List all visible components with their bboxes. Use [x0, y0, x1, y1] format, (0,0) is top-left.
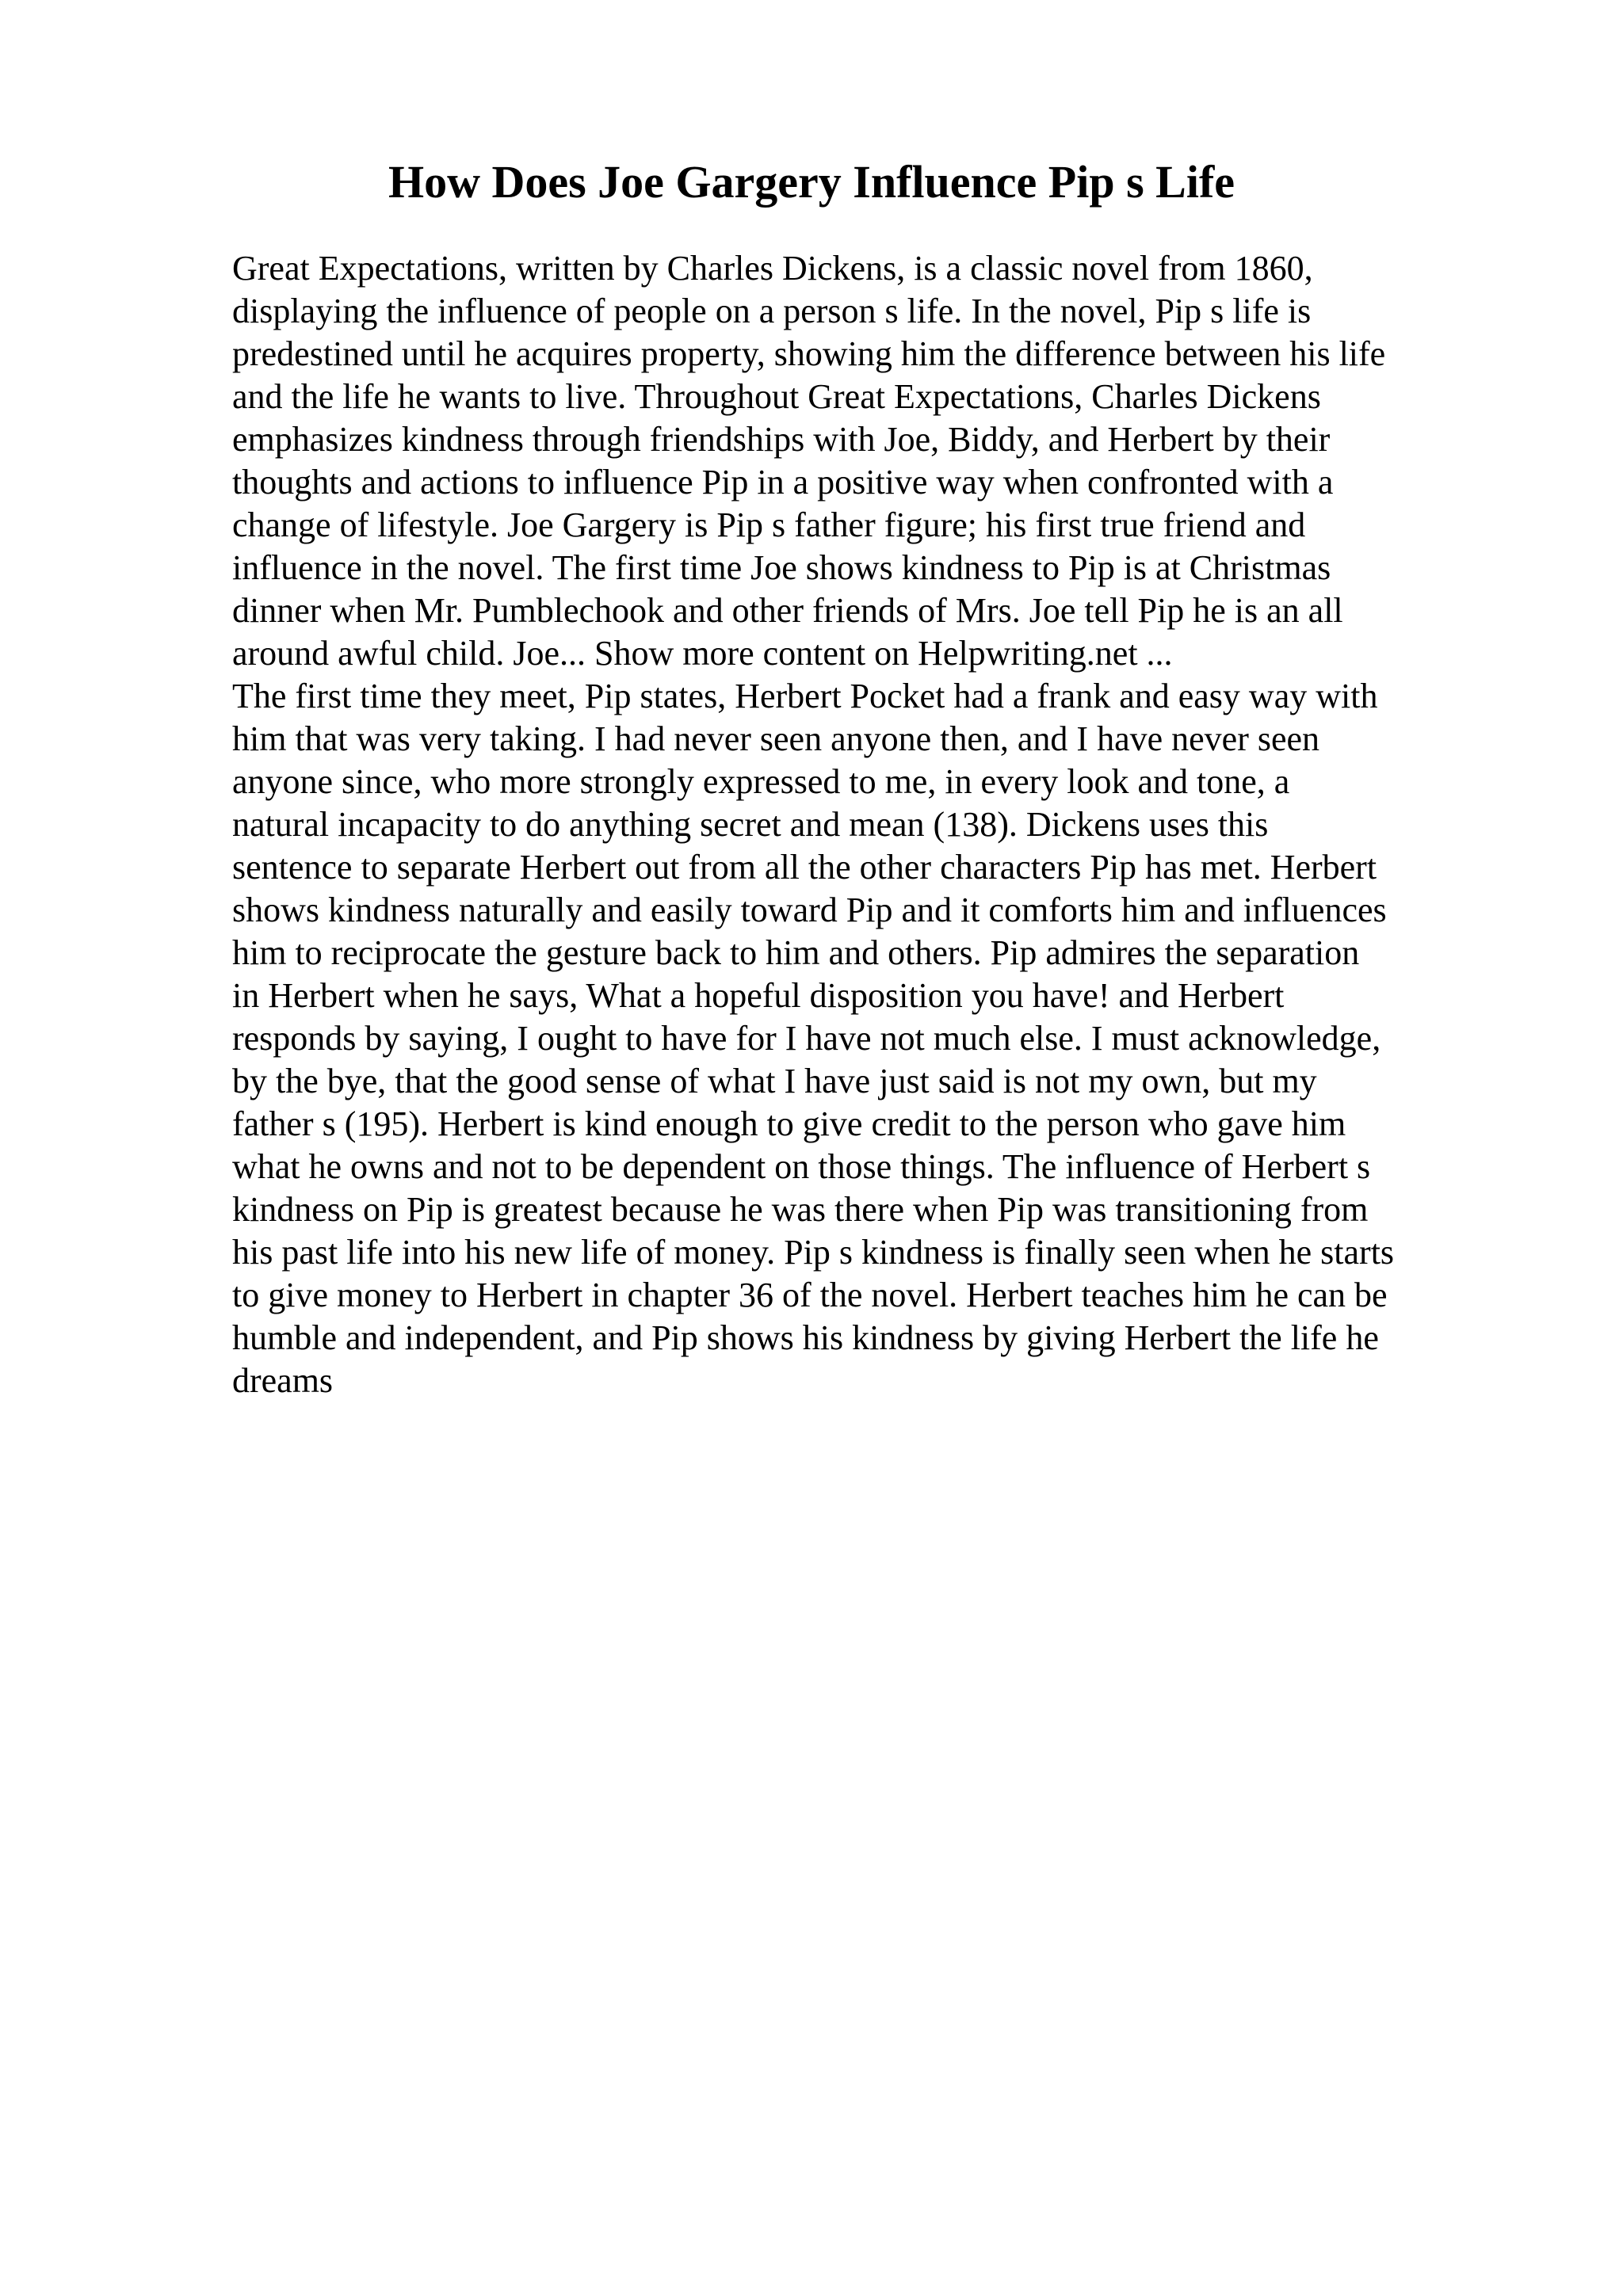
body-line: shows kindness naturally and easily toward Pip and it comforts him and influences: [232, 891, 1387, 929]
body-line: by the bye, that the good sense of what I have just said is not my own, but my: [232, 1062, 1317, 1100]
document-body: [232, 247, 1532, 1402]
body-line: him to reciprocate the gesture back to him and others. Pip admires the separation: [232, 933, 1360, 972]
body-line: responds by saying, I ought to have for I have not much else. I must acknowledge,: [232, 1019, 1381, 1058]
body-line: dinner when Mr. Pumblechook and other friends of Mrs. Joe tell Pip he is an all: [232, 591, 1343, 630]
body-line: influence in the novel. The first time Joe shows kindness to Pip is at Christmas: [232, 548, 1331, 587]
body-line: The first time they meet, Pip states, Herbert Pocket had a frank and easy way with: [232, 677, 1378, 715]
body-line: his past life into his new life of money. Pip s kindness is finally seen when he starts: [232, 1233, 1395, 1272]
body-line: to give money to Herbert in chapter 36 of the novel. Herbert teaches him he can be: [232, 1276, 1388, 1314]
body-line: anyone since, who more strongly expressed to me, in every look and tone, a: [232, 762, 1290, 801]
body-line: sentence to separate Herbert out from all the other characters Pip has met. Herbert: [232, 848, 1377, 887]
body-line: father s (195). Herbert is kind enough to give credit to the person who gave him: [232, 1104, 1346, 1143]
body-line: emphasizes kindness through friendships with Joe, Biddy, and Herbert by their: [232, 420, 1331, 459]
document-title: How Does Joe Gargery Influence Pip s Life: [388, 156, 1235, 208]
body-line: what he owns and not to be dependent on those things. The influence of Herbert s: [232, 1147, 1371, 1186]
body-line: Great Expectations, written by Charles Dickens, is a classic novel from 1860,: [232, 249, 1313, 288]
body-line: him that was very taking. I had never seen anyone then, and I have never seen: [232, 719, 1320, 758]
body-line: natural incapacity to do anything secret and mean (138). Dickens uses this: [232, 805, 1269, 844]
body-line: predestined until he acquires property, showing him the difference between his life: [232, 334, 1386, 373]
body-line: kindness on Pip is greatest because he was there when Pip was transitioning from: [232, 1190, 1369, 1229]
body-line: dreams: [232, 1361, 334, 1400]
body-line: in Herbert when he says, What a hopeful disposition you have! and Herbert: [232, 976, 1285, 1015]
body-line: around awful child. Joe... Show more content on Helpwriting.net ...: [232, 634, 1173, 673]
body-line: displaying the influence of people on a person s life. In the novel, Pip s life is: [232, 292, 1312, 330]
body-line: change of lifestyle. Joe Gargery is Pip s father figure; his first true friend and: [232, 505, 1306, 544]
body-line: humble and independent, and Pip shows his kindness by giving Herbert the life he: [232, 1318, 1379, 1357]
body-line: and the life he wants to live. Throughout Great Expectations, Charles Dickens: [232, 377, 1321, 416]
body-line: thoughts and actions to influence Pip in a positive way when confronted with a: [232, 463, 1334, 502]
